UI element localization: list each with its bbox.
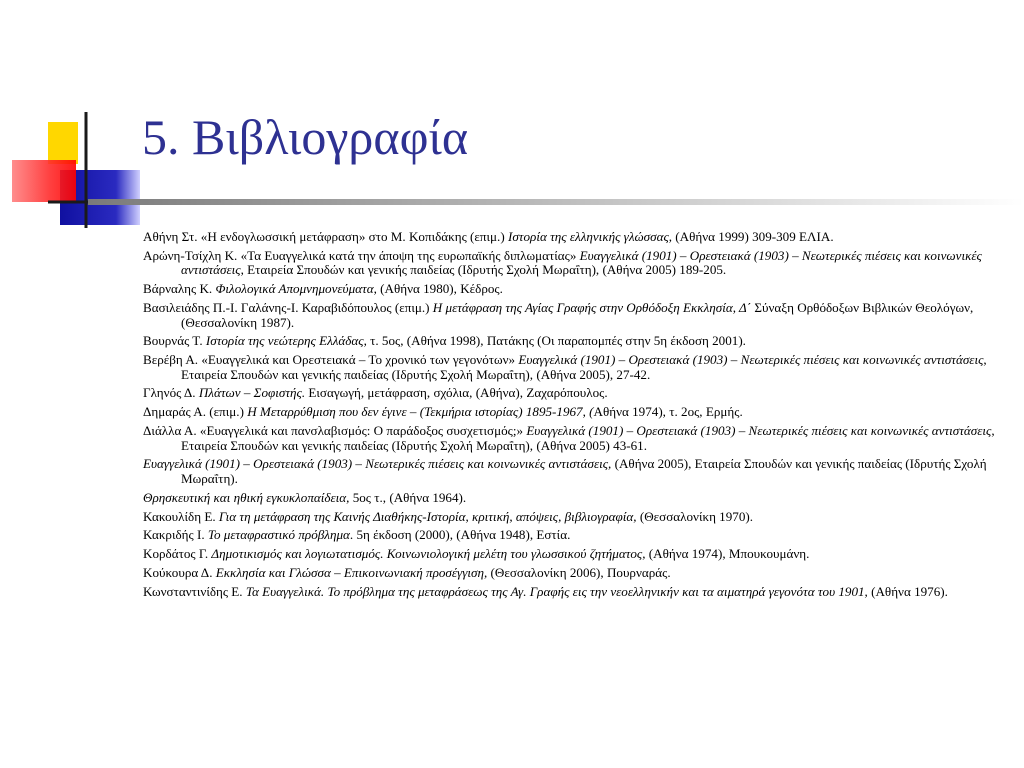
bibliography-entry xyxy=(143,457,995,486)
bibliography-entry xyxy=(143,353,995,382)
entry-text: Εισαγωγή, μετάφραση, σχόλια, (Αθήνα), Ζαχαρόπουλος. xyxy=(305,385,608,401)
bibliography-entry xyxy=(143,585,995,600)
bibliography-entry xyxy=(143,528,995,543)
entry-text: Δημαράς Α. (επιμ.) xyxy=(143,404,248,420)
entry-text: , Εταιρεία Σπουδών και γενικής παιδείας (Ιδρυτής Σχολή Μωραΐτη), (Αθήνα 2005) 43-61. xyxy=(181,423,995,453)
entry-text: Βερέβη Α. «Ευαγγελικά και Ορεστειακά – Το χρονικό των γεγονότων» xyxy=(143,352,519,368)
bibliography-entry xyxy=(143,282,995,297)
entry-title-italic: Η μετάφραση της Αγίας Γραφής στην Ορθόδοξη Εκκλησία, Δ΄ xyxy=(432,299,752,315)
entry-title-italic: Τα Ευαγγελικά. Το πρόβλημα της μεταφράσεως της Αγ. Γραφής εις την νεοελληνικήν και τα αιματηρά γεγονότα του 1901, xyxy=(245,583,868,599)
bibliography-entry xyxy=(143,249,995,278)
entry-text: (Αθήνα 1999) 309-309 ΕΛΙΑ. xyxy=(672,229,834,244)
red-square xyxy=(12,160,76,202)
bibliography-entry xyxy=(143,334,995,349)
entry-text: Κακουλίδη Ε. xyxy=(143,508,219,524)
entry-text: (Θεσσαλονίκη 1970). xyxy=(636,508,754,524)
bibliography-entry xyxy=(143,510,995,525)
entry-text: (Αθήνα 1974), Μπουκουμάνη. xyxy=(645,546,810,562)
entry-title-italic: Φιλολογικά Απομνημονεύματα, xyxy=(215,281,377,297)
entry-text: , Εταιρεία Σπουδών και γενικής παιδείας (Ιδρυτής Σχολή Μωραΐτη), (Αθήνα 2005) 189-205. xyxy=(240,262,727,278)
entry-text: Γληνός Δ. xyxy=(143,385,199,401)
entry-text: , Εταιρεία Σπουδών και γενικής παιδείας (Ιδρυτής Σχολή Μωραΐτη), (Αθήνα 2005), 27-42. xyxy=(181,352,987,382)
bibliography-list xyxy=(143,230,995,603)
entry-title-italic: Θρησκευτική και ηθική εγκυκλοπαίδεια, xyxy=(143,489,350,505)
entry-title-italic: Ιστορία της ελληνικής γλώσσας, xyxy=(507,229,673,244)
entry-title-italic: Ευαγγελικά (1901) – Ορεστειακά (1903) – Νεωτερικές πιέσεις και κοινωνικές αντιστάσεις, xyxy=(143,456,612,472)
entry-text: Κωνσταντινίδης Ε. xyxy=(143,583,246,599)
entry-text: Αθήνη Στ. «Η ενδογλωσσική μετάφραση» στο Μ. Κοπιδάκης (επιμ.) xyxy=(143,229,508,244)
entry-title-italic: Η Μεταρρύθμιση που δεν έγινε – (Τεκμήρια ιστορίας) 1895-1967, ( xyxy=(247,404,594,420)
slide-title: 5. Βιβλιογραφία xyxy=(142,109,469,165)
entry-title-italic: Ευαγγελικά (1901) – Ορεστειακά (1903) – Νεωτερικές πιέσεις και κοινωνικές αντιστάσεις xyxy=(518,352,984,368)
entry-text: τ. 5ος, (Αθήνα 1998), Πατάκης (Οι παραπομπές στην 5η έκδοση 2001). xyxy=(366,333,746,349)
entry-title-italic: Για τη μετάφραση της Καινής Διαθήκης-Ιστορία, κριτική, απόψεις, βιβλιογραφία, xyxy=(218,508,637,524)
entry-text: Βάρναλης Κ. xyxy=(143,281,216,297)
bibliography-entry xyxy=(143,424,995,453)
entry-text: Βασιλειάδης Π.-Ι. Γαλάνης-Ι. Καραβιδόπουλος (επιμ.) xyxy=(143,299,433,315)
entry-title-italic: Πλάτων – Σοφιστής. xyxy=(198,385,306,401)
bibliography-entry xyxy=(143,566,995,581)
entry-title-italic: Ευαγγελικά (1901) – Ορεστειακά (1903) – Νεωτερικές πιέσεις και κοινωνικές αντιστάσεις xyxy=(181,247,982,278)
bibliography-entry xyxy=(143,301,995,330)
entry-text: (Αθήνα 1980), Κέδρος. xyxy=(376,281,503,297)
entry-text: Κούκουρα Δ. xyxy=(143,564,216,580)
entry-text: Κορδάτος Γ. xyxy=(143,546,212,562)
bibliography-entry xyxy=(143,230,995,245)
bibliography-entry xyxy=(143,386,995,401)
entry-text: . 5η έκδοση (2000), (Αθήνα 1948), Εστία. xyxy=(349,527,571,543)
title-underline xyxy=(88,196,1024,208)
entry-text: Αρώνη-Τσίχλη Κ. «Τα Ευαγγελικά κατά την άποψη της ευρωπαϊκής διπλωματίας» xyxy=(143,247,580,263)
entry-title-italic: Δημοτικισμός και λογιωτατισμός. Κοινωνιολογική μελέτη του γλωσσικού ζητήματος, xyxy=(211,546,646,562)
entry-title-italic: Ευαγγελικά (1901) – Ορεστειακά (1903) – Νεωτερικές πιέσεις και κοινωνικές αντιστάσεις xyxy=(526,423,992,439)
entry-text: Βουρνάς Τ. xyxy=(143,333,206,349)
entry-title-italic: Εκκλησία και Γλώσσα – Επικοινωνιακή προσέγγιση, xyxy=(215,564,488,580)
entry-text: (Θεσσαλονίκη 2006), Πουρναράς. xyxy=(487,564,671,580)
entry-title-italic: Το μεταφραστικό πρόβλημα xyxy=(207,527,350,543)
yellow-square xyxy=(48,122,78,164)
entry-text: (Αθήνα 2005), Εταιρεία Σπουδών και γενικής παιδείας (Ιδρυτής Σχολή Μωραΐτη). xyxy=(181,456,987,486)
bibliography-entry xyxy=(143,547,995,562)
entry-text: Διάλλα Α. «Ευαγγελικά και πανσλαβισμός: Ο παράδοξος συσχετισμός;» xyxy=(143,423,527,439)
entry-text: 5ος τ., (Αθήνα 1964). xyxy=(349,489,467,505)
entry-text: Κακριδής Ι. xyxy=(143,527,208,543)
entry-text: (Αθήνα 1976). xyxy=(867,583,948,599)
bibliography-entry xyxy=(143,491,995,506)
bibliography-entry xyxy=(143,405,995,420)
entry-title-italic: Ιστορία της νεώτερης Ελλάδας, xyxy=(205,333,367,349)
entry-text: Αθήνα 1974), τ. 2ος, Ερμής. xyxy=(593,404,743,420)
entry-text: Σύναξη Ορθόδοξων Βιβλικών Θεολόγων, (Θεσσαλονίκη 1987). xyxy=(181,299,974,330)
